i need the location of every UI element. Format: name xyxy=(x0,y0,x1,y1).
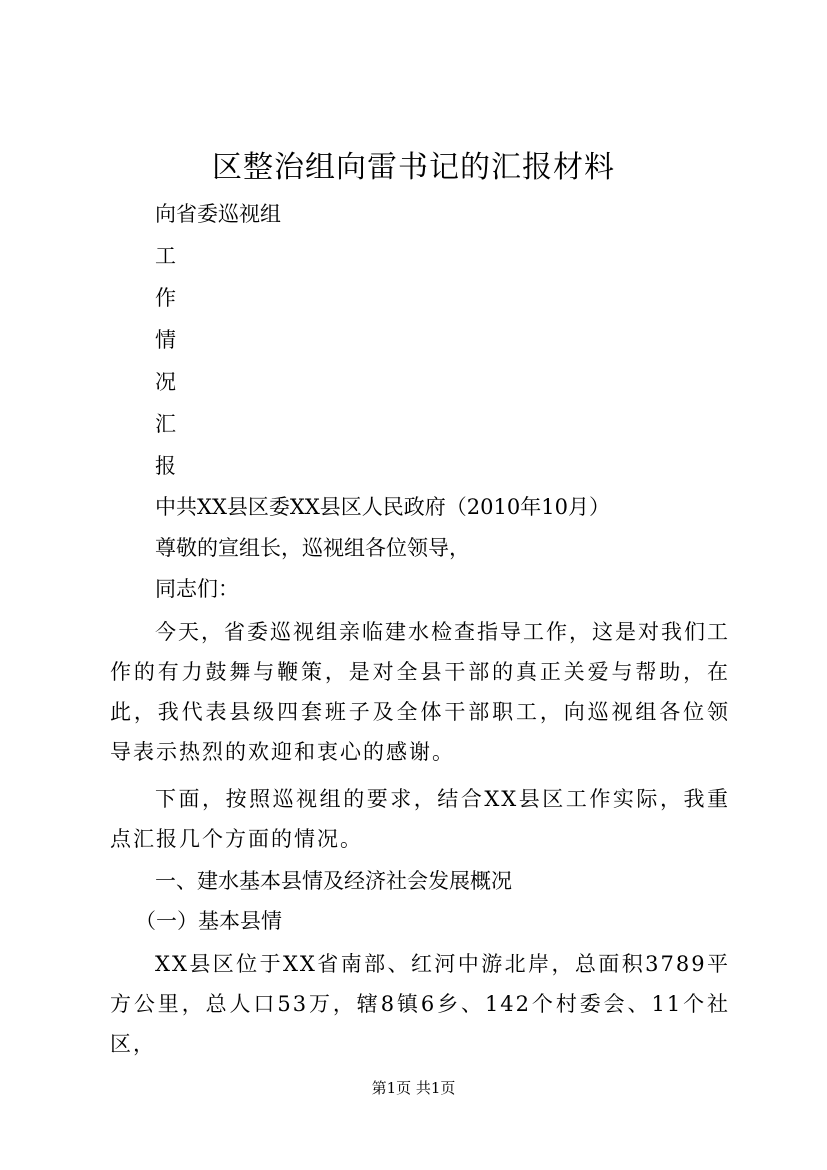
salutation-line: 尊敬的宣组长，巡视组各位领导， xyxy=(155,536,470,560)
body-paragraph: 今天，省委巡视组亲临建水检查指导工作，这是对我们工作的有力鼓舞与鞭策，是对全县干部的真正关爱与帮助，在此，我代表县级四套班子及全体干部职工，向巡视组各位领导表示热烈的欢迎和衷心的感谢。 xyxy=(110,620,730,764)
vertical-char-line: 作 xyxy=(155,286,176,310)
vertical-char-line: 况 xyxy=(155,370,176,394)
vertical-char-line: 汇 xyxy=(155,412,176,436)
section-heading: 一、建水基本县情及经济社会发展概况 xyxy=(155,869,512,893)
addressee-line: 向省委巡视组 xyxy=(155,202,281,226)
document-title: 区整治组向雷书记的汇报材料 xyxy=(212,150,615,185)
salutation-line: 同志们： xyxy=(155,577,239,601)
body-paragraph: XX县区位于XX省南部、红河中游北岸，总面积3789平方公里，总人口53万，辖8镇6乡、142个村委会、11个社区， xyxy=(110,952,730,1056)
body-paragraph: 下面，按照巡视组的要求，结合XX县区工作实际，我重点汇报几个方面的情况。 xyxy=(110,787,730,851)
subsection-heading: （一）基本县情 xyxy=(135,909,282,933)
vertical-char-line: 情 xyxy=(155,328,176,352)
vertical-char-line: 报 xyxy=(155,454,176,478)
vertical-char-line: 工 xyxy=(155,244,176,268)
issuer-line: 中共XX县区委XX县区人民政府（2010年10月） xyxy=(155,495,610,519)
page-number-footer: 第1页 共1页 xyxy=(371,1079,456,1097)
